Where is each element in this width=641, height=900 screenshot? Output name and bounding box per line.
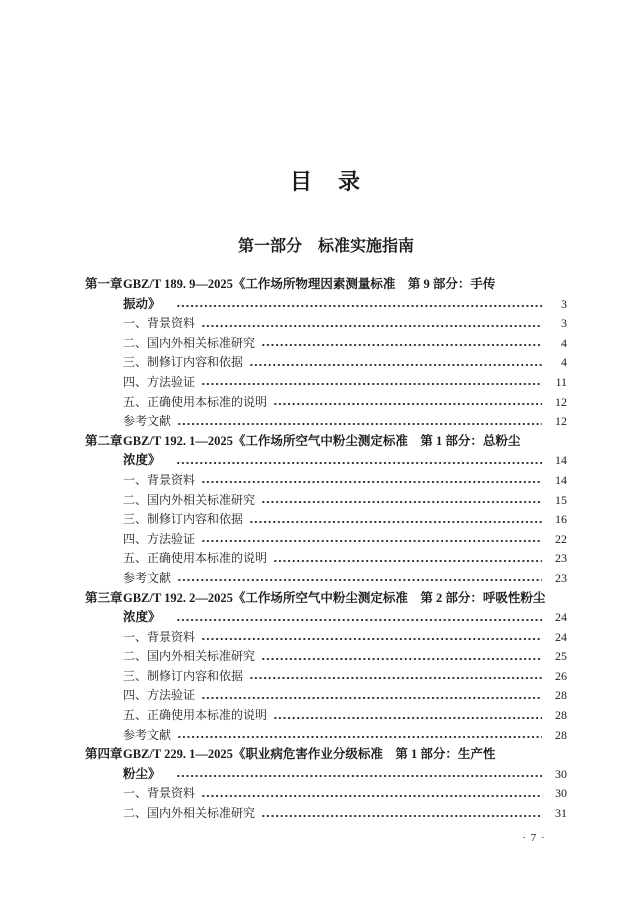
toc-page-number: 3 xyxy=(561,316,567,331)
dot-leader xyxy=(273,706,542,726)
toc-row xyxy=(85,804,567,824)
toc-row xyxy=(85,275,567,295)
toc-page-number: 23 xyxy=(555,551,567,566)
toc-page-number: 22 xyxy=(555,531,567,546)
toc-row xyxy=(85,471,567,491)
toc-entry-text: 二、国内外相关标准研究 xyxy=(123,806,256,821)
dot-leader xyxy=(261,491,542,511)
dot-leader xyxy=(249,667,542,687)
toc-entry-text: 四、方法验证 xyxy=(123,374,196,389)
toc-page-number: 4 xyxy=(561,355,567,370)
dot-leader xyxy=(261,804,542,824)
toc-page-number: 26 xyxy=(555,668,567,683)
toc-row xyxy=(85,569,567,589)
dot-leader xyxy=(201,686,542,706)
toc-page-number: 30 xyxy=(555,766,567,781)
toc-entry-text: 参考文献 xyxy=(123,727,172,742)
toc-row xyxy=(85,393,567,413)
dot-leader xyxy=(249,353,542,373)
toc-page-number: 12 xyxy=(555,414,567,429)
toc-entry-text: 三、制修订内容和依据 xyxy=(123,355,244,370)
toc-entry-text: 五、正确使用本标准的说明 xyxy=(123,394,268,409)
toc-row xyxy=(85,451,567,471)
toc-page-number: 28 xyxy=(555,708,567,723)
toc-row xyxy=(85,373,567,393)
toc-row xyxy=(85,510,567,530)
page-title: 目 录 xyxy=(289,169,362,194)
chapter-label: 第三章 xyxy=(85,590,123,605)
toc-entry-text: 振动》 xyxy=(123,296,161,311)
toc-page-number: 25 xyxy=(555,649,567,664)
toc-entry-text: 一、背景资料 xyxy=(123,316,196,331)
toc-entry-text: 三、制修订内容和依据 xyxy=(123,668,244,683)
toc-page-number: 11 xyxy=(555,374,567,389)
toc-entry-text: 四、方法验证 xyxy=(123,688,196,703)
part-heading: 第一部分 标准实施指南 xyxy=(237,238,414,255)
toc-row xyxy=(85,647,567,667)
toc-entry-text: 一、背景资料 xyxy=(123,786,196,801)
dot-leader xyxy=(249,510,542,530)
dot-leader xyxy=(176,608,542,628)
toc-row xyxy=(85,608,567,628)
toc-row xyxy=(85,667,567,687)
toc-list xyxy=(85,275,567,824)
toc-entry-text: GBZ/T 192. 1—2025《工作场所空气中粉尘测定标准 第 1 部分：总粉尘 xyxy=(123,433,521,448)
toc-row xyxy=(85,706,567,726)
toc-entry-text: GBZ/T 192. 2—2025《工作场所空气中粉尘测定标准 第 2 部分：呼吸性粉尘 xyxy=(123,590,546,605)
dot-leader xyxy=(273,549,542,569)
toc-page-number: 28 xyxy=(555,727,567,742)
dot-leader xyxy=(176,295,542,315)
toc-entry-text: 浓度》 xyxy=(123,610,161,625)
toc-row xyxy=(85,412,567,432)
toc-entry-text: GBZ/T 229. 1—2025《职业病危害作业分级标准 第 1 部分：生产性 xyxy=(123,747,496,762)
toc-entry-text: 粉尘》 xyxy=(123,766,161,781)
toc-entry-text: 二、国内外相关标准研究 xyxy=(123,492,256,507)
footer-page-number: · 7 · xyxy=(522,832,546,844)
dot-leader xyxy=(201,471,542,491)
toc-entry-text: 浓度》 xyxy=(123,453,161,468)
toc-entry-text: 参考文献 xyxy=(123,570,172,585)
dot-leader xyxy=(261,647,542,667)
dot-leader xyxy=(201,784,542,804)
toc-entry-text: 一、背景资料 xyxy=(123,629,196,644)
dot-leader xyxy=(177,569,542,589)
toc-entry-text: 二、国内外相关标准研究 xyxy=(123,649,256,664)
dot-leader xyxy=(201,628,542,648)
toc-page-number: 3 xyxy=(561,296,567,311)
toc-page-number: 24 xyxy=(555,629,567,644)
toc-entry-text: 四、方法验证 xyxy=(123,531,196,546)
toc-row xyxy=(85,530,567,550)
dot-leader xyxy=(177,726,542,746)
dot-leader xyxy=(201,314,542,334)
toc-row xyxy=(85,628,567,648)
toc-row xyxy=(85,353,567,373)
toc-row xyxy=(85,314,567,334)
toc-row xyxy=(85,295,567,315)
dot-leader xyxy=(201,373,542,393)
dot-leader xyxy=(176,451,542,471)
toc-row xyxy=(85,589,567,609)
toc-page-number: 24 xyxy=(555,610,567,625)
toc-entry-text: 参考文献 xyxy=(123,414,172,429)
toc-page-number: 31 xyxy=(555,806,567,821)
dot-leader xyxy=(273,393,542,413)
toc-page-number: 28 xyxy=(555,688,567,703)
toc-row xyxy=(85,334,567,354)
toc-entry-text: GBZ/T 189. 9—2025《工作场所物理因素测量标准 第 9 部分：手传 xyxy=(123,277,496,291)
dot-leader xyxy=(176,765,542,785)
dot-leader xyxy=(177,412,542,432)
toc-row xyxy=(85,432,567,452)
chapter-label: 第四章 xyxy=(85,747,123,762)
toc-page-number: 23 xyxy=(555,570,567,585)
toc-entry-text: 二、国内外相关标准研究 xyxy=(123,335,256,350)
toc-row xyxy=(85,726,567,746)
toc-entry-text: 五、正确使用本标准的说明 xyxy=(123,708,268,723)
toc-entry-text: 三、制修订内容和依据 xyxy=(123,512,244,527)
toc-page-number: 4 xyxy=(561,335,567,350)
toc-row xyxy=(85,686,567,706)
dot-leader xyxy=(201,530,542,550)
toc-entry-text: 一、背景资料 xyxy=(123,472,196,487)
toc-page-number: 30 xyxy=(555,786,567,801)
toc-entry-text: 五、正确使用本标准的说明 xyxy=(123,551,268,566)
toc-page-number: 15 xyxy=(555,492,567,507)
toc-row xyxy=(85,765,567,785)
toc-row xyxy=(85,549,567,569)
toc-page-number: 12 xyxy=(555,394,567,409)
chapter-label: 第二章 xyxy=(85,433,123,448)
chapter-label: 第一章 xyxy=(85,277,123,291)
dot-leader xyxy=(261,334,542,354)
toc-page-number: 14 xyxy=(555,472,567,487)
toc-row xyxy=(85,784,567,804)
toc-row xyxy=(85,745,567,765)
toc-page-number: 14 xyxy=(555,453,567,468)
toc-row xyxy=(85,491,567,511)
toc-page-number: 16 xyxy=(555,512,567,527)
